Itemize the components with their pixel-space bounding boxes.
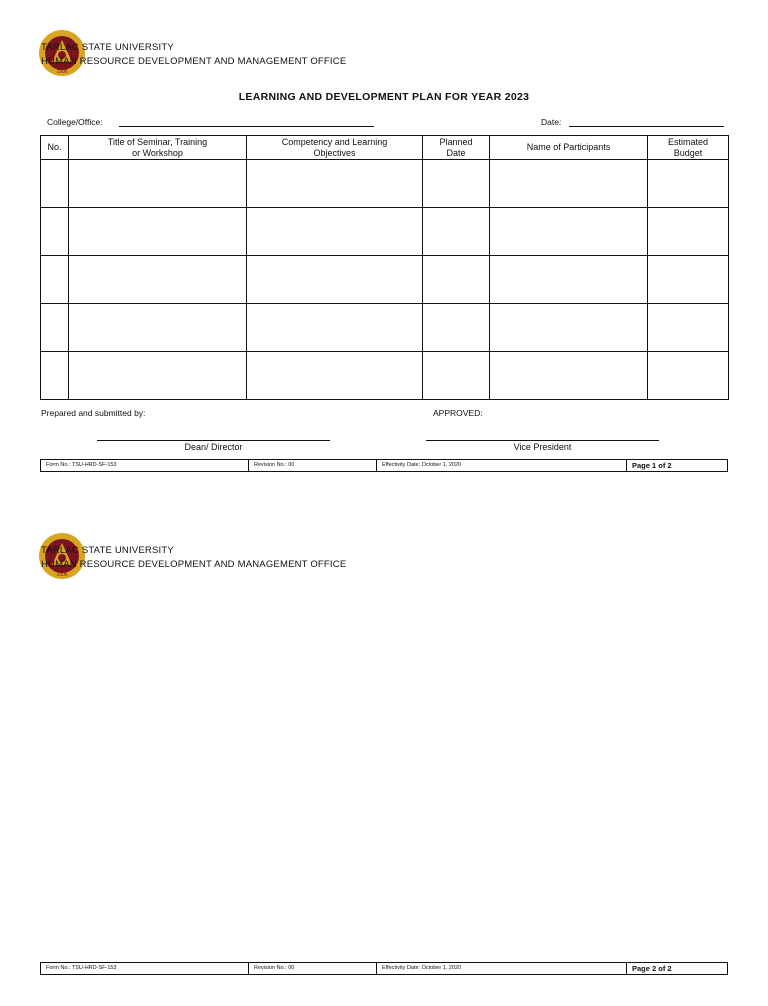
vp-signature-line[interactable] — [426, 440, 659, 441]
prepared-label: Prepared and submitted by: — [41, 408, 146, 418]
cell-planned-date[interactable] — [423, 160, 490, 208]
cell-competency[interactable] — [247, 256, 423, 304]
col-title: Title of Seminar, Training or Workshop — [69, 136, 247, 160]
cell-planned-date[interactable] — [423, 208, 490, 256]
cell-budget[interactable] — [648, 160, 729, 208]
university-seal-icon — [38, 29, 86, 77]
university-seal-icon — [38, 532, 86, 580]
cell-no[interactable] — [41, 160, 69, 208]
cell-competency[interactable] — [247, 352, 423, 400]
cell-title[interactable] — [69, 160, 247, 208]
col-planned-date: Planned Date — [423, 136, 490, 160]
effectivity-date: Effectivity Date: October 1, 2020 — [377, 460, 627, 471]
dean-director-caption: Dean/ Director — [184, 442, 243, 452]
table-row — [41, 256, 729, 304]
cell-no[interactable] — [41, 256, 69, 304]
revision-number: Revision No.: 00 — [249, 460, 377, 471]
cell-planned-date[interactable] — [423, 304, 490, 352]
effectivity-date: Effectivity Date: October 1, 2020 — [377, 963, 627, 974]
date-label: Date: — [541, 117, 562, 127]
form-number: Form No.: TSU-HRD-SF-153 — [41, 460, 249, 471]
cell-planned-date[interactable] — [423, 256, 490, 304]
college-office-field[interactable] — [119, 126, 374, 127]
svg-text:1906: 1906 — [56, 69, 68, 75]
approved-label: APPROVED: — [433, 408, 483, 418]
dean-signature-line[interactable] — [97, 440, 330, 441]
table-row — [41, 304, 729, 352]
cell-participants[interactable] — [490, 208, 648, 256]
cell-competency[interactable] — [247, 304, 423, 352]
table-row — [41, 352, 729, 400]
office-name: HUMAN RESOURCE DEVELOPMENT AND MANAGEMENT OFFICE — [41, 56, 347, 67]
cell-competency[interactable] — [247, 160, 423, 208]
cell-participants[interactable] — [490, 256, 648, 304]
cell-budget[interactable] — [648, 208, 729, 256]
table-row — [41, 160, 729, 208]
cell-no[interactable] — [41, 208, 69, 256]
cell-competency[interactable] — [247, 208, 423, 256]
cell-participants[interactable] — [490, 304, 648, 352]
page-footer — [40, 459, 728, 472]
plan-table — [40, 135, 729, 400]
cell-planned-date[interactable] — [423, 352, 490, 400]
cell-budget[interactable] — [648, 256, 729, 304]
svg-text:1906: 1906 — [56, 572, 68, 578]
cell-title[interactable] — [69, 256, 247, 304]
office-name: HUMAN RESOURCE DEVELOPMENT AND MANAGEMENT OFFICE — [41, 559, 347, 570]
col-budget: Estimated Budget — [648, 136, 729, 160]
form-number: Form No.: TSU-HRD-SF-153 — [41, 963, 249, 974]
cell-participants[interactable] — [490, 160, 648, 208]
date-field[interactable] — [569, 126, 724, 127]
cell-budget[interactable] — [648, 304, 729, 352]
form-title: LEARNING AND DEVELOPMENT PLAN FOR YEAR 2023 — [238, 91, 530, 103]
vice-president-caption: Vice President — [513, 442, 572, 452]
cell-title[interactable] — [69, 304, 247, 352]
revision-number: Revision No.: 00 — [249, 963, 377, 974]
college-office-label: College/Office: — [47, 117, 103, 127]
col-no: No. — [41, 136, 69, 160]
cell-budget[interactable] — [648, 352, 729, 400]
col-participants: Name of Participants — [490, 136, 648, 160]
table-row — [41, 208, 729, 256]
cell-no[interactable] — [41, 352, 69, 400]
col-competency: Competency and Learning Objectives — [247, 136, 423, 160]
university-name: TARLAC STATE UNIVERSITY — [41, 545, 174, 556]
page-number: Page 2 of 2 — [632, 964, 672, 973]
page-number: Page 1 of 2 — [632, 461, 672, 470]
table-header-row — [41, 136, 729, 160]
page-footer — [40, 962, 728, 975]
cell-title[interactable] — [69, 208, 247, 256]
university-name: TARLAC STATE UNIVERSITY — [41, 42, 174, 53]
cell-participants[interactable] — [490, 352, 648, 400]
cell-no[interactable] — [41, 304, 69, 352]
cell-title[interactable] — [69, 352, 247, 400]
